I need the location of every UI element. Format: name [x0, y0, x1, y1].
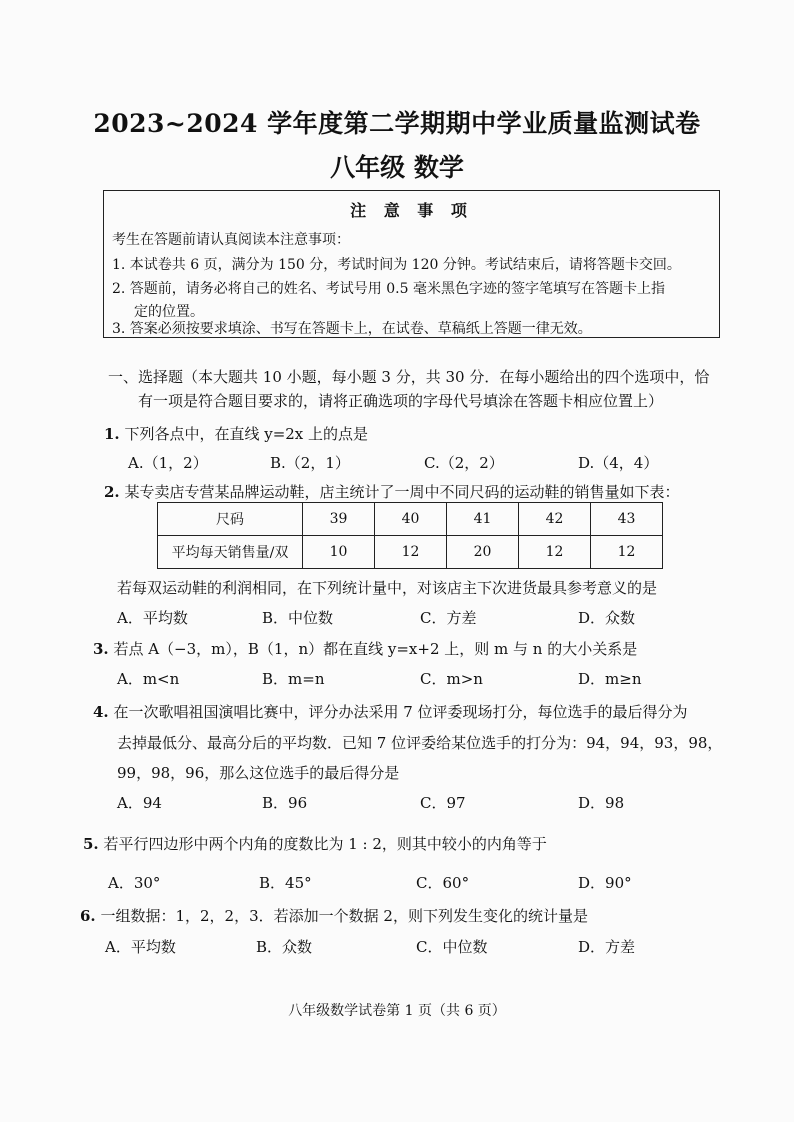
- option-b: B．众数: [256, 938, 313, 956]
- option-d: D．方差: [578, 938, 636, 956]
- table-cell: 43: [591, 503, 663, 536]
- table-cell: 12: [591, 536, 663, 569]
- question-text: 若平行四边形中两个内角的度数比为 1 : 2，则其中较小的内角等于: [103, 835, 547, 853]
- notice-line: 考生在答题前请认真阅读本注意事项：: [112, 232, 350, 248]
- table-cell: 10: [303, 536, 375, 569]
- table-cell: 尺码: [158, 503, 303, 536]
- question-number: 2.: [104, 483, 120, 501]
- option-b: B．m=n: [262, 670, 325, 688]
- table-cell: 42: [519, 503, 591, 536]
- table-cell: 40: [375, 503, 447, 536]
- notice-line: 3. 答案必须按要求填涂、书写在答题卡上，在试卷、草稿纸上答题一律无效。: [112, 321, 592, 337]
- question-text: 一组数据：1，2，2，3．若添加一个数据 2，则下列发生变化的统计量是: [100, 907, 588, 925]
- question-text: 某专卖店专营某品牌运动鞋，店主统计了一周中不同尺码的运动鞋的销售量如下表：: [124, 483, 680, 501]
- exam-subtitle: 八年级 数学: [330, 153, 464, 182]
- question-6: [80, 905, 588, 926]
- option-a: A．30°: [108, 874, 161, 892]
- notice-title: 注 意 事 项: [350, 201, 473, 220]
- question-number: 5.: [83, 835, 99, 853]
- question-5: [83, 833, 547, 854]
- option-b: B.（2，1）: [270, 454, 350, 472]
- table-cell: 平均每天销售量/双: [158, 536, 303, 569]
- notice-line: 1. 本试卷共 6 页，满分为 150 分，考试时间为 120 分钟。考试结束后，请将答题卡交回。: [112, 257, 681, 273]
- option-a: A．平均数: [117, 609, 188, 627]
- question-text: 若每双运动鞋的利润相同，在下列统计量中，对该店主下次进货最具参考意义的是: [117, 579, 658, 597]
- question-text: 若点 A（−3，m），B（1，n）都在直线 y=x+2 上，则 m 与 n 的大小关系是: [113, 640, 638, 658]
- question-1: [104, 423, 368, 444]
- section-heading-cont: 有一项是符合题目要求的，请将正确选项的字母代号填涂在答题卡相应位置上）: [138, 392, 664, 410]
- option-d: D．众数: [578, 609, 636, 627]
- section-heading: 一、选择题（本大题共 10 小题，每小题 3 分，共 30 分．在每小题给出的四个选项中，恰: [108, 368, 710, 386]
- option-c: C．中位数: [416, 938, 488, 956]
- option-a: A.（1，2）: [128, 454, 208, 472]
- notice-line: 2. 答题前，请务必将自己的姓名、考试号用 0.5 毫米黑色字迹的签字笔填写在答题卡上指: [112, 281, 665, 297]
- notice-box: [103, 190, 720, 338]
- question-text: 下列各点中，在直线 y=2x 上的点是: [124, 425, 369, 443]
- question-2: [104, 481, 679, 502]
- question-text: 去掉最低分、最高分后的平均数．已知 7 位评委给某位选手的打分为：94，94，93，98，: [117, 734, 723, 752]
- notice-line: 定的位置。: [134, 304, 204, 320]
- question-3: [93, 638, 637, 659]
- option-c: C．97: [420, 794, 466, 812]
- question-number: 3.: [93, 640, 109, 658]
- option-a: A．平均数: [105, 938, 176, 956]
- option-c: C．60°: [416, 874, 470, 892]
- sales-table: [157, 502, 663, 569]
- exam-title: 2023~2024 学年度第二学期期中学业质量监测试卷: [93, 109, 701, 138]
- option-b: B．45°: [259, 874, 312, 892]
- option-c: C．m>n: [420, 670, 483, 688]
- table-cell: 39: [303, 503, 375, 536]
- question-text: 99，98，96，那么这位选手的最后得分是: [117, 764, 400, 782]
- option-a: A．m<n: [117, 670, 180, 688]
- option-d: D.（4，4）: [578, 454, 659, 472]
- question-number: 4.: [93, 703, 109, 721]
- option-d: D．m≥n: [578, 670, 642, 688]
- table-header-row: [158, 503, 663, 536]
- question-number: 1.: [104, 425, 120, 443]
- table-cell: 20: [447, 536, 519, 569]
- table-row: [158, 536, 663, 569]
- option-c: C.（2，2）: [424, 454, 504, 472]
- option-b: B．96: [262, 794, 308, 812]
- option-d: D．98: [578, 794, 625, 812]
- option-a: A．94: [117, 794, 162, 812]
- question-text: 在一次歌唱祖国演唱比赛中，评分办法采用 7 位评委现场打分，每位选手的最后得分为: [113, 703, 688, 721]
- option-c: C．方差: [420, 609, 477, 627]
- question-4: [93, 701, 688, 722]
- question-number: 6.: [80, 907, 96, 925]
- option-b: B．中位数: [262, 609, 334, 627]
- table-cell: 12: [375, 536, 447, 569]
- page-footer: 八年级数学试卷第 1 页（共 6 页）: [288, 1003, 506, 1019]
- table-cell: 12: [519, 536, 591, 569]
- option-d: D．90°: [578, 874, 632, 892]
- table-cell: 41: [447, 503, 519, 536]
